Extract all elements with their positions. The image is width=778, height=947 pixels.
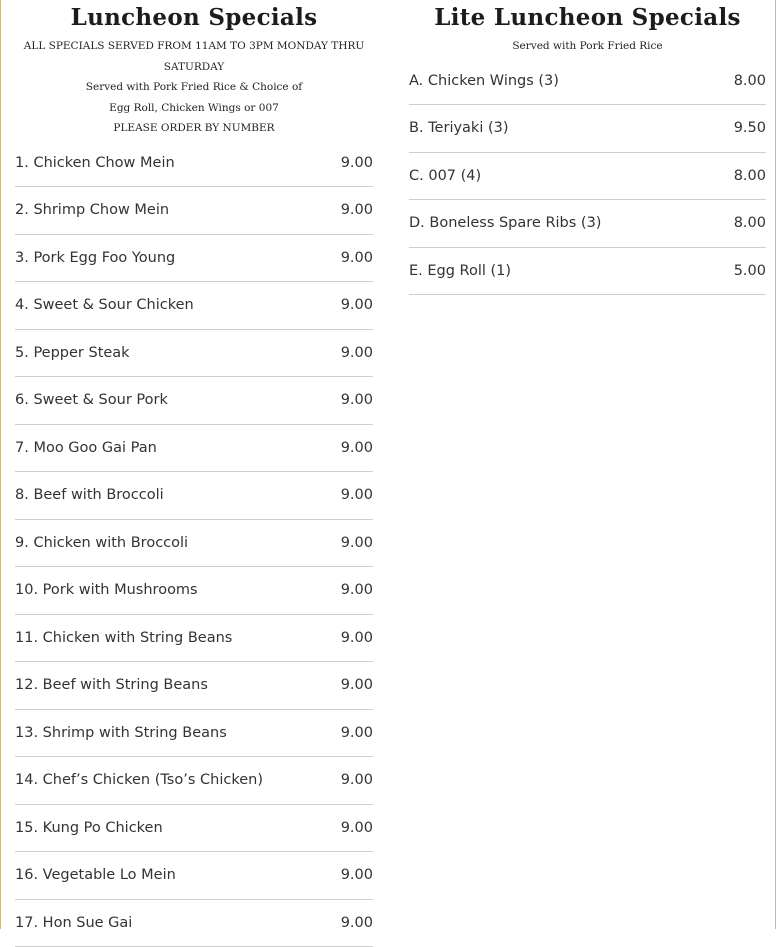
menu-item — [409, 248, 766, 296]
menu-item — [15, 472, 373, 520]
menu-item-name: 10. Pork with Mushrooms — [15, 582, 198, 598]
menu-item-price: 9.00 — [341, 582, 373, 598]
menu-item-price: 9.00 — [341, 725, 373, 741]
menu-item — [409, 58, 766, 106]
menu-item — [15, 235, 373, 283]
menu-item-name: 13. Shrimp with String Beans — [15, 725, 227, 741]
menu-item-name: 4. Sweet & Sour Chicken — [15, 297, 194, 313]
lite-luncheon-specials-title: Lite Luncheon Specials — [409, 0, 766, 36]
menu-item-name: 12. Beef with String Beans — [15, 677, 208, 693]
menu-item — [15, 615, 373, 663]
luncheon-notes — [15, 36, 373, 139]
luncheon-note-order: PLEASE ORDER BY NUMBER — [15, 118, 373, 139]
menu-item — [15, 330, 373, 378]
lite-notes — [409, 36, 766, 57]
menu-item-name: 3. Pork Egg Foo Young — [15, 250, 175, 266]
luncheon-note-choice: Egg Roll, Chicken Wings or 007 — [15, 98, 373, 119]
menu-item-price: 9.50 — [734, 120, 766, 136]
menu-item — [15, 377, 373, 425]
luncheon-specials-section — [15, 0, 373, 947]
menu-item-name: 7. Moo Goo Gai Pan — [15, 440, 157, 456]
menu-item-name: C. 007 (4) — [409, 168, 481, 184]
menu-item-price: 8.00 — [734, 168, 766, 184]
menu-item — [15, 567, 373, 615]
menu-item-price: 5.00 — [734, 263, 766, 279]
menu-item-name: 9. Chicken with Broccoli — [15, 535, 188, 551]
menu-item-price: 9.00 — [341, 392, 373, 408]
lite-luncheon-specials-section — [409, 0, 766, 295]
menu-item-name: 11. Chicken with String Beans — [15, 630, 232, 646]
menu-item-price: 9.00 — [341, 535, 373, 551]
menu-item-name: 5. Pepper Steak — [15, 345, 130, 361]
lite-note-served-with: Served with Pork Fried Rice — [409, 36, 766, 57]
menu-item-price: 9.00 — [341, 630, 373, 646]
menu-item-price: 9.00 — [341, 915, 373, 931]
menu-item-name: 17. Hon Sue Gai — [15, 915, 132, 931]
menu-item-price: 9.00 — [341, 677, 373, 693]
luncheon-items-list — [15, 140, 373, 947]
menu-item — [409, 153, 766, 201]
menu-item-name: 6. Sweet & Sour Pork — [15, 392, 168, 408]
menu-item-name: 8. Beef with Broccoli — [15, 487, 164, 503]
menu-item — [409, 200, 766, 248]
menu-item — [15, 425, 373, 473]
menu-item-name: D. Boneless Spare Ribs (3) — [409, 215, 601, 231]
menu-item-name: E. Egg Roll (1) — [409, 263, 511, 279]
menu-item — [15, 187, 373, 235]
menu-item — [15, 710, 373, 758]
menu-item-price: 9.00 — [341, 202, 373, 218]
menu-item — [15, 140, 373, 188]
menu-item — [15, 282, 373, 330]
luncheon-specials-title: Luncheon Specials — [15, 0, 373, 36]
menu-item-price: 9.00 — [341, 345, 373, 361]
menu-item-price: 8.00 — [734, 73, 766, 89]
menu-item-name: B. Teriyaki (3) — [409, 120, 509, 136]
lite-items-list — [409, 58, 766, 296]
menu-item-price: 9.00 — [341, 820, 373, 836]
menu-item — [15, 805, 373, 853]
menu-item — [15, 852, 373, 900]
menu-item-name: A. Chicken Wings (3) — [409, 73, 559, 89]
menu-item-name: 15. Kung Po Chicken — [15, 820, 163, 836]
menu-item-name: 1. Chicken Chow Mein — [15, 155, 175, 171]
menu-item-name: 2. Shrimp Chow Mein — [15, 202, 169, 218]
menu-item-name: 14. Chef’s Chicken (Tso’s Chicken) — [15, 772, 263, 788]
menu-item-price: 9.00 — [341, 487, 373, 503]
menu-item — [15, 900, 373, 947]
menu-item — [409, 105, 766, 153]
menu-item-price: 9.00 — [341, 250, 373, 266]
menu-item-price: 9.00 — [341, 867, 373, 883]
luncheon-note-served-with: Served with Pork Fried Rice & Choice of — [15, 77, 373, 98]
menu-item-name: 16. Vegetable Lo Mein — [15, 867, 176, 883]
menu-item-price: 9.00 — [341, 155, 373, 171]
menu-item-price: 9.00 — [341, 772, 373, 788]
menu-item — [15, 757, 373, 805]
menu-item-price: 9.00 — [341, 440, 373, 456]
menu-item-price: 8.00 — [734, 215, 766, 231]
menu-item-price: 9.00 — [341, 297, 373, 313]
menu-item — [15, 662, 373, 710]
luncheon-note-hours: ALL SPECIALS SERVED FROM 11AM TO 3PM MONDAY THRU SATURDAY — [15, 36, 373, 77]
menu-item — [15, 520, 373, 568]
